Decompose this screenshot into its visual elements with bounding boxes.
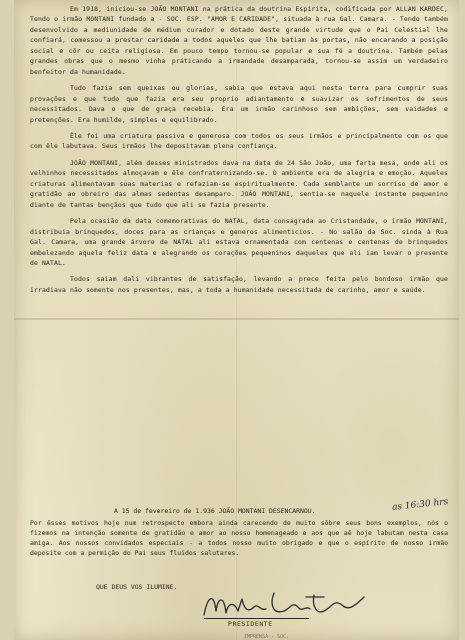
paragraph-generosity: Êle foi uma criatura passiva e generosa com todos os seus irmãos e principalmente com os que com êle labutava. Seus irmãos lhe depositavam plena confiança. (30, 131, 448, 151)
paragraph-humility: Tudo fazia sem queixas ou glorias, sabia que estava aqui nesta terra para cumprir suas provações e que tudo que fazia era seu proprio adiantamento e suavizar os sofrimentos de seus necessitados. Dava o que de graça recebia. Era um irmão carinhoso sem ambições, sem vaidades e pretenções. Era humilde, simples e equilibrado. (30, 84, 448, 124)
death-date-line: A 15 de fevereiro de 1.936 JOÃO MONTANI DESENCARNOU. (114, 507, 316, 515)
sign-off-text: QUE DEUS VOS ILUMINE. (96, 583, 178, 591)
paragraph-sao-joao: JOÃO MONTANI, além desses ministrados dava na data de 24 São João, uma farta mesa, onde ali os velhinhos necessitados almoçavam e êle confraternizando-se. O ambiente era de alegria e emoção. Aqueles criaturas alimentavam suas materias e refaziam-se espiritualmente. Cada semblante um sorriso de amor e gratidão ao obreiro das almas sedentas desamparo. JOÃO MONTANI, sentia-se naquele instante pequenino diante de tantas bençãos que tudo que ali se fazia presente. (30, 158, 448, 209)
document-page (14, 0, 459, 640)
paragraph-gratitude: Todos saiam dali vibrantes de satisfação, levando a prece feita pelo bondoso irmão que irradiava não somente nos presentes, mas, a toda a humanidade necessitada de carinho, amor e saúde. (30, 275, 448, 294)
paragraph-natal: Pela ocasião da data comemorativas do NATAL, data consagrada ao Cristandade, o irmão MONTANI, distribuia brinquedos, doces para as crianças e generos alimenticios. - No salão da Soc. sinda à Rua Gal. Camara, uma grande árvore de NATAL ali estava ornamentada com centenas e centenas de brinquedos embelezando aquela feliz data e alegrando os corações pequeninos daqueles que ali iam levar o presente de NATAL. (30, 217, 448, 267)
printer-footer: IMPRENSA - SOC. (244, 634, 290, 640)
handwritten-time-note: as 16:30 hrs (391, 497, 449, 513)
handwritten-signature (194, 585, 374, 625)
signature-graphic (194, 585, 374, 625)
signature-line (204, 618, 309, 619)
document-body (30, 4, 448, 301)
closing-paragraph: Por êsses motivos hoje num retrospecto embora ainda carecendo de muito sôbre seus bons exemplos, nós o fizemos na intenção somente de gratidão e amor ao nosso homenageado e aos que aê hoje labutam nesta casa amiga. Aos nossos convidados especiais - a todos nosso muito obrigado e que o espírito de nosso irmão deposite com a permição do Pai seus fluidos salutares. (30, 519, 448, 558)
paragraph-history: Em 1918, iniciou-se JOÃO MONTANI na prática da doutrina Espírita, codificada por ALLAN KARDEC, Tendo o irmão MONTANI fundado a - SOC. ESP. "AMOR E CARIDADE", situada à rua Gal. Camara. - Tendo também desenvolvido a mediunidade de médium curador e dotado deste grande virtude que o Pai Celestial lhe confiará, comessou a prestar caridade a todos aqueles que lhe batiam às portas, não encarando a posição social e côr ou ceita religiosa. Em pouco tempo tornou-se popular e sua fé a doutrina. Também pelas grandes obras que o mesmo vinha práticando a irmandade desamparada, tornou-se assim um verdadeiro benfeitor da humanidade. (30, 5, 448, 76)
signature-role: PRESIDENTE (228, 620, 273, 628)
